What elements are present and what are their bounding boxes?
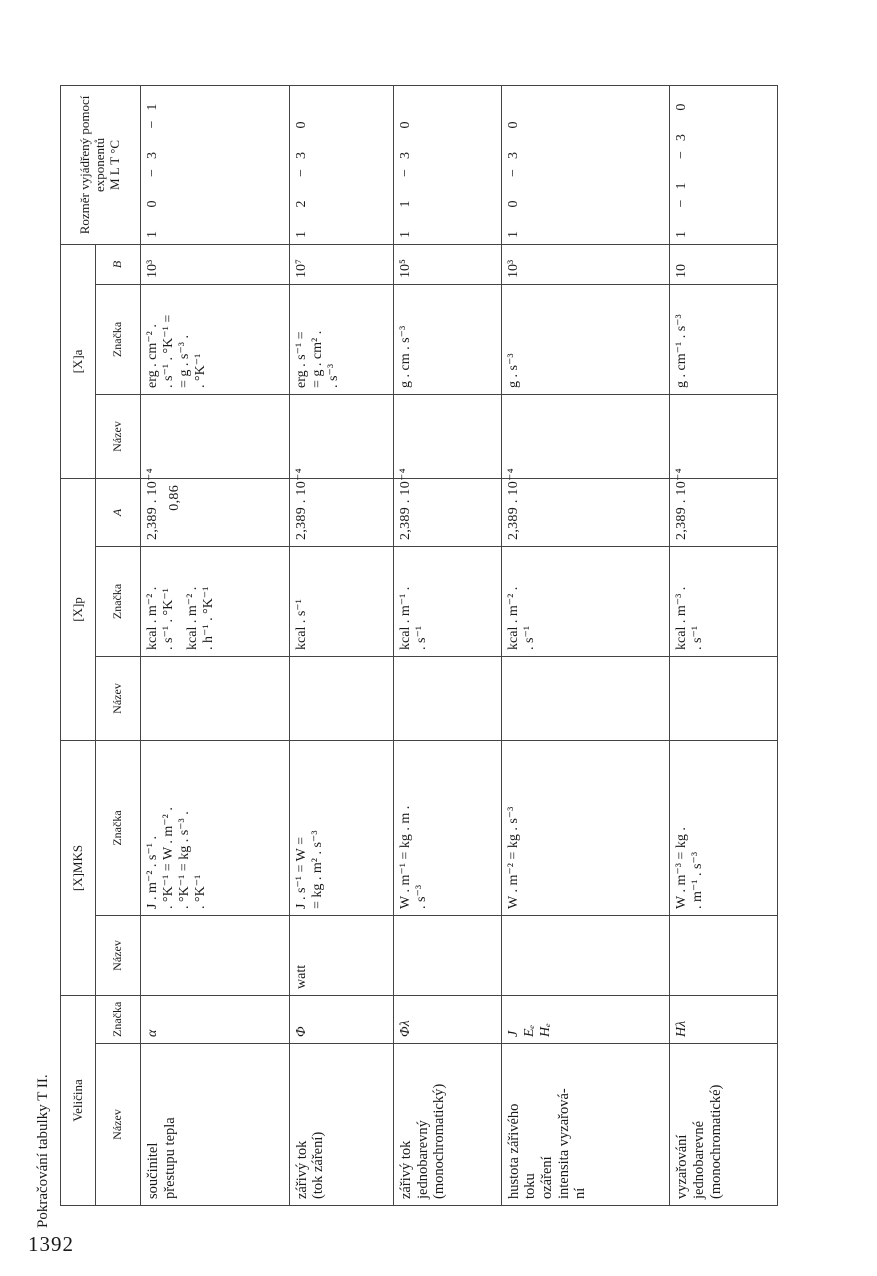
p-name-cell [670,656,778,740]
mks-unit-cell [501,740,670,915]
p-unit-line: kcal . m⁻² . [505,586,521,650]
table-row [501,85,670,1205]
coef-a-value: 2,389 . 10⁻⁴ [145,468,160,540]
subheader-a-symbol: Značka [96,284,141,394]
page-number: 1392 [28,1232,74,1256]
a-unit-line: g . cm⁻¹ . s⁻³ [674,314,690,388]
quantity-symbol-line: Hλ [674,1020,690,1037]
quantity-name-line: (tok záření) [310,1131,327,1199]
coef-a-cell [141,468,290,546]
p-unit-line: . s⁻¹ . °K⁻¹ [161,588,177,650]
p-unit-line: kcal . m⁻² . [185,586,201,650]
mks-unit-line: . s⁻³ [414,884,430,909]
mks-unit-line: J . s⁻¹ = W = [293,837,309,909]
a-name-cell [394,394,502,478]
header-dimension-letters: M L T °C [106,139,122,191]
a-name-cell [141,394,290,478]
p-unit-line: . h⁻¹ . °K⁻¹ [201,586,217,650]
p-name-cell [501,656,670,740]
quantity-name-line: (monochromatický) [431,1083,448,1199]
mks-name-cell: watt [289,916,394,996]
mks-unit-line: J . m⁻² . s⁻¹ . [145,836,160,909]
mks-name-cell [394,916,502,996]
rotated-table-container [60,86,778,1206]
a-name-cell [501,394,670,478]
a-unit-cell [141,284,290,394]
mks-unit-cell [670,740,778,915]
mks-unit-line: W . m⁻¹ = kg . m . [398,805,414,909]
table-row [394,85,502,1205]
mks-unit-line: W . m⁻³ = kg . [674,827,690,909]
subheader-symbol: Značka [96,996,141,1044]
p-unit-line: . s⁻¹ [414,625,430,650]
header-group-row [61,85,96,1205]
a-unit-line: g . s⁻³ [505,353,521,388]
quantity-name-line: intensita vyzařová- [555,1088,572,1199]
quantity-symbol-line: α [145,1029,160,1037]
p-unit-line: kcal . m⁻³ . [674,586,690,650]
quantity-name-line: jednobarevný [414,1120,431,1199]
quantity-name-line: (monochromatické) [707,1084,724,1199]
quantity-symbol-line: Φλ [398,1020,414,1037]
a-unit-line: . s⁻³ [325,363,341,388]
mks-unit-line: . °K⁻¹ = kg . s⁻³ . [177,811,193,909]
table-row [670,85,778,1205]
coef-a-value: 2,389 . 10⁻⁴ [505,468,521,540]
mks-name-cell [670,916,778,996]
coef-a-cell [501,468,670,546]
table-body [141,85,778,1205]
mks-unit-line: . m⁻¹ . s⁻³ [690,851,706,909]
quantity-name-cell [394,1044,502,1206]
dimension-cell: 1 0 −3 0 [501,85,670,244]
quantity-symbol-line: Φ [293,1026,309,1037]
a-unit-line: = g . s⁻³ . [177,335,193,388]
quantity-symbol-cell [394,996,502,1044]
p-unit-line: kcal . m⁻¹ . [398,586,414,650]
p-unit-line: kcal . m⁻² . [145,586,160,650]
subheader-mks-symbol: Značka [96,740,141,915]
coef-a-value: 2,389 . 10⁻⁴ [398,468,414,540]
subheader-coef-a: A [96,478,141,546]
header-dimension [61,85,141,244]
coef-b-cell: 10⁵ [394,244,502,284]
p-name-cell [141,656,290,740]
header-sub-row [96,85,141,1205]
coef-b-cell: 10 [670,244,778,284]
mks-unit-line: . °K⁻¹ = W . m⁻² . [161,807,177,909]
header-xmks: [X]MKS [61,740,96,995]
dimension-cell: 1 1 −3 0 [394,85,502,244]
a-unit-cell [670,284,778,394]
a-unit-cell [289,284,394,394]
quantity-name-cell [141,1044,290,1206]
quantity-name-line: ozáření [539,1156,556,1199]
subheader-p-symbol: Značka [96,546,141,656]
a-unit-line: = g . cm² . [309,330,325,388]
quantity-symbol-line: Eₑ [521,1024,537,1037]
mks-unit-cell [289,740,394,915]
subheader-name: Název [96,1044,141,1206]
a-name-cell [289,394,394,478]
a-unit-line: g . cm . s⁻³ [398,325,414,388]
quantity-symbol-cell [141,996,290,1044]
line-gap [177,553,185,650]
coef-a-extra: 0,86 [167,484,183,511]
p-unit-cell [670,546,778,656]
a-unit-line: . s⁻¹ . °K⁻¹ = [161,314,177,388]
quantity-name-line: součinitel [145,1142,161,1199]
coef-a-value: 2,389 . 10⁻⁴ [293,468,309,540]
quantity-symbol-line: Hₑ [537,1023,553,1037]
mks-unit-line: = kg . m² . s⁻³ [309,830,325,909]
quantity-symbol-cell [501,996,670,1044]
coef-b-cell: 10³ [501,244,670,284]
dimension-cell: 1 −1 −3 0 [670,85,778,244]
units-table [60,85,778,1206]
p-unit-cell [141,546,290,656]
quantity-name-cell [501,1044,670,1206]
p-unit-line: kcal . s⁻¹ [293,599,309,650]
p-unit-cell [501,546,670,656]
subheader-p-name: Název [96,656,141,740]
mks-unit-cell [394,740,502,915]
quantity-name-line: zářivý tok [293,1140,310,1199]
p-unit-line: . s⁻¹ [521,625,537,650]
quantity-symbol-cell [289,996,394,1044]
subheader-mks-name: Název [96,916,141,996]
p-unit-cell [394,546,502,656]
dimension-cell: 1 0 −3 −1 [141,85,290,244]
quantity-name-line: hustota zářivého [505,1103,522,1199]
mks-name-cell [501,916,670,996]
quantity-name-line: zářivý tok [398,1140,415,1199]
subheader-a-name: Název [96,394,141,478]
p-unit-line: . s⁻¹ [690,625,706,650]
quantity-name-cell [289,1044,394,1206]
a-unit-line: . °K⁻¹ [193,353,209,388]
quantity-symbol-cell [670,996,778,1044]
p-name-cell [289,656,394,740]
a-name-cell [670,394,778,478]
mks-name-cell [141,916,290,996]
subheader-coef-b: B [96,244,141,284]
dimension-cell: 1 2 −3 0 [289,85,394,244]
quantity-name-line: přestupu tepla [161,1117,178,1199]
a-unit-line: erg . cm⁻² . [145,324,160,388]
table-row [141,85,290,1205]
mks-unit-cell [141,740,290,915]
header-quantity: Veličina [61,996,96,1206]
p-name-cell [394,656,502,740]
coef-b-cell: 10⁷ [289,244,394,284]
quantity-name-line: jednobarevné [690,1120,707,1199]
table-caption: Pokračování tabulky T II. [35,1074,51,1228]
quantity-name-cell [670,1044,778,1206]
a-unit-cell [394,284,502,394]
quantity-name-line: toku [522,1173,539,1199]
coef-a-cell [670,468,778,546]
mks-unit-line: W . m⁻² = kg . s⁻³ [505,806,521,909]
header-xp: [X]p [61,478,96,740]
p-unit-cell [289,546,394,656]
coef-b-cell: 10³ [141,244,290,284]
a-unit-cell [501,284,670,394]
mks-unit-line: . °K⁻¹ [193,874,209,909]
quantity-symbol-line: J [505,1030,521,1037]
a-unit-line: erg . s⁻¹ = [293,331,309,388]
quantity-name-line: ní [572,1187,589,1199]
coef-a-cell [394,468,502,546]
header-dimension-text: Rozměr vyjádřený pomocí exponentů [77,95,108,235]
coef-a-cell [289,468,394,546]
table-row [289,85,394,1205]
quantity-name-line: vyzařování [674,1134,691,1199]
coef-a-value: 2,389 . 10⁻⁴ [674,468,690,540]
header-xa: [X]a [61,244,96,478]
